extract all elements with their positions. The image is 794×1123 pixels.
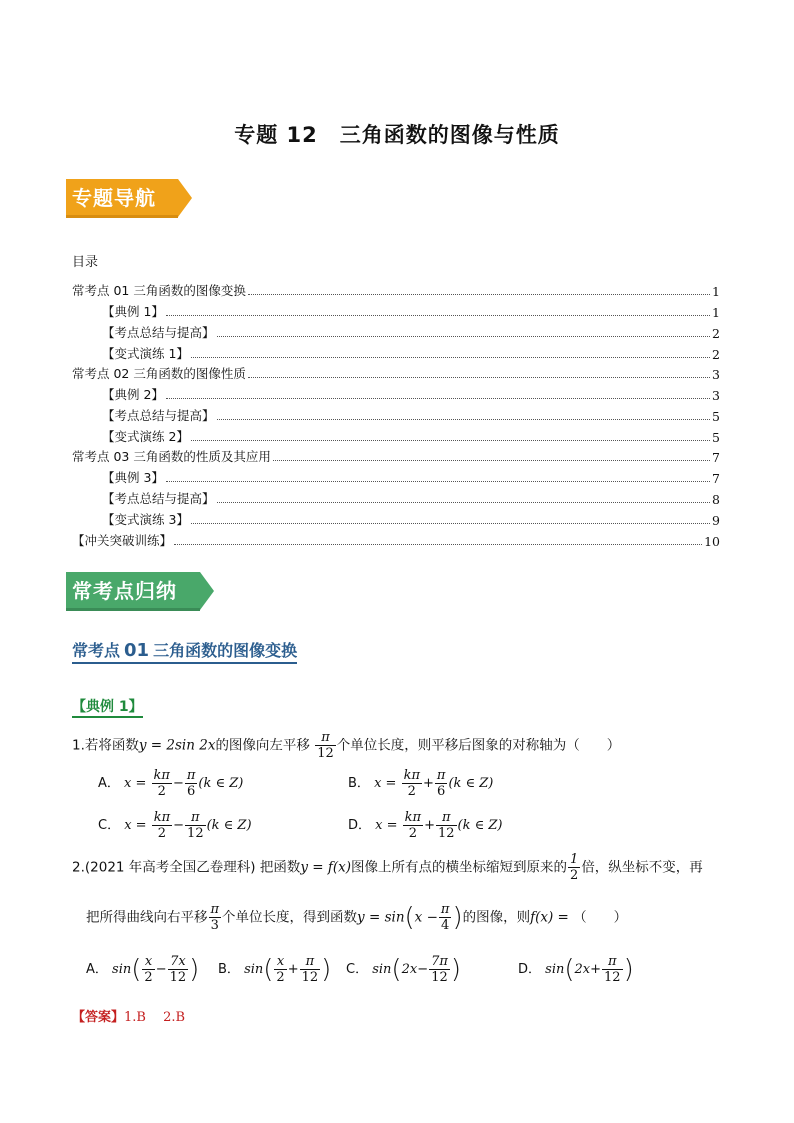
banner-nav-label: 专题导航: [66, 179, 178, 217]
toc-item[interactable]: 【考点总结与提高】 5: [102, 408, 720, 424]
banner-key-points: [66, 572, 212, 610]
question-1: 1.若将函数y = 2sin 2x的图像向左平移 $\frac{\pi}{12}$ 个单位长度，则平移后图象的对称轴为（ ）: [72, 730, 621, 761]
answer-line: [72, 1006, 185, 1025]
q2-option-d[interactable]: D． sin(2x+ $\frac{\pi}{12}$ ): [518, 954, 634, 985]
banner-summary-label: 常考点归纳: [66, 572, 200, 610]
answer-text: 1.B 2.B: [124, 1010, 186, 1025]
example-label: 【典例 1】: [72, 696, 143, 718]
banner-summary-arrow: [200, 572, 214, 610]
toc-item[interactable]: 【考点总结与提高】 2: [102, 325, 720, 341]
page-title: [0, 119, 794, 149]
toc-item[interactable]: 常考点 01 三角函数的图像变换 1: [72, 283, 720, 299]
answer-label: 【答案】: [72, 1010, 125, 1025]
q2-option-a[interactable]: A． sin( $\frac{x}{2}$ − $\frac{7x}{12}$ ): [86, 954, 200, 985]
question-2-line-1: 2.(2021 年高考全国乙卷理科) 把函数y = f(x)图像上所有点的横坐标缩短到原来的 $\frac{1}{2}$ 倍，纵坐标不变，再: [72, 852, 703, 883]
q1-shift-fraction: $\frac{\pi}{12}$: [317, 730, 334, 761]
q1-option-c[interactable]: C． x = $\frac{k\pi}{2}$ − $\frac{\pi}{12}$ (k ∈ Z): [98, 810, 252, 841]
toc-item[interactable]: 【典例 3】 7: [102, 470, 720, 486]
banner-nav-shadow: [66, 215, 178, 218]
toc-item[interactable]: 常考点 02 三角函数的图像性质 3: [72, 366, 720, 382]
question-2-line-2: 把所得曲线向右平移 $\frac{\pi}{3}$ 个单位长度，得到函数y = sin(x − $\frac{\pi}{4}$ )的图像，则f(x) = （ ）: [86, 902, 628, 933]
toc-item[interactable]: 【考点总结与提高】 8: [102, 491, 720, 507]
section-number: 01: [124, 640, 150, 661]
toc-item[interactable]: 【变式演练 1】 2: [102, 346, 720, 362]
q2-option-c[interactable]: C． sin(2x− $\frac{7\pi}{12}$ ): [346, 954, 462, 985]
q1-option-d[interactable]: D． x = $\frac{k\pi}{2}$ + $\frac{\pi}{12}$ (k ∈ Z): [348, 810, 503, 841]
toc-item[interactable]: 常考点 03 三角函数的性质及其应用 7: [72, 449, 720, 465]
banner-summary-shadow: [66, 608, 200, 611]
q1-option-a[interactable]: A． x = $\frac{k\pi}{2}$ − $\frac{\pi}{6}$ (k ∈ Z): [98, 768, 244, 799]
section-prefix: 常考点: [72, 641, 121, 660]
toc-item[interactable]: 【典例 2】 3: [102, 387, 720, 403]
toc-item[interactable]: 【冲关突破训练】 10: [72, 533, 720, 549]
title-prefix: 专题 12: [234, 123, 318, 147]
toc-item[interactable]: 【典例 1】 1: [102, 304, 720, 320]
toc-heading: 目录: [72, 255, 99, 270]
q2-option-b[interactable]: B． sin( $\frac{x}{2}$ + $\frac{\pi}{12}$ ): [218, 954, 332, 985]
q1-function: y = 2sin 2x: [138, 737, 216, 754]
title-main: 三角函数的图像与性质: [339, 123, 560, 147]
section-title: 三角函数的图像变换: [153, 641, 298, 660]
q1-option-b[interactable]: B． x = $\frac{k\pi}{2}$ + $\frac{\pi}{6}$ (k ∈ Z): [348, 768, 494, 799]
section-heading: [72, 638, 297, 664]
banner-nav-arrow: [178, 179, 192, 217]
toc-item[interactable]: 【变式演练 2】 5: [102, 429, 720, 445]
banner-topic-nav: [66, 179, 192, 217]
toc-item[interactable]: 【变式演练 3】 9: [102, 512, 720, 528]
